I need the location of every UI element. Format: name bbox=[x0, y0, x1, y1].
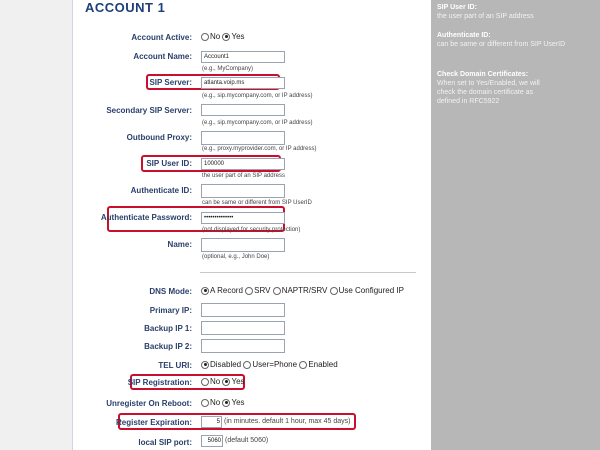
sip-server-label: SIP Server: bbox=[149, 78, 192, 87]
tel-uri-radio-group bbox=[201, 360, 338, 369]
sip-server-hint: (e.g., sip.mycompany.com, or IP address) bbox=[202, 93, 313, 99]
sip-user-id-label: SIP User ID: bbox=[146, 159, 192, 168]
unregister-on-reboot-label: Unregister On Reboot: bbox=[106, 399, 192, 408]
backup-ip-2-input[interactable] bbox=[201, 339, 285, 353]
authenticate-password-hint: (not displayed for security protection) bbox=[202, 227, 301, 233]
tel-uri-label: TEL URI: bbox=[158, 361, 192, 370]
tel-uri-user-phone-radio[interactable] bbox=[243, 361, 251, 369]
tel-uri-user-phone-label: User=Phone bbox=[252, 360, 298, 369]
outbound-proxy-input[interactable] bbox=[201, 131, 285, 145]
outbound-proxy-hint: (e.g., proxy.myprovider.com, or IP address) bbox=[202, 146, 317, 152]
primary-ip-input[interactable] bbox=[201, 303, 285, 317]
authenticate-password-input[interactable]: •••••••••••••• bbox=[201, 212, 285, 224]
backup-ip-2-label: Backup IP 2: bbox=[144, 342, 192, 351]
local-sip-port-label: local SIP port: bbox=[138, 438, 192, 447]
account-active-radio-group bbox=[201, 32, 245, 41]
page-title: ACCOUNT 1 bbox=[85, 0, 166, 15]
sip-registration-yes-radio[interactable] bbox=[222, 378, 230, 386]
left-margin bbox=[0, 0, 72, 450]
help-check-domain-certificates-text: When set to Yes/Enabled, we will check the domain certificate as defined in RFC5922 bbox=[437, 80, 540, 105]
account-active-yes-radio[interactable] bbox=[222, 33, 230, 41]
help-panel bbox=[431, 0, 600, 450]
unregister-on-reboot-radio-group bbox=[201, 398, 245, 407]
help-authenticate-id bbox=[437, 31, 597, 49]
account-name-hint: (e.g., MyCompany) bbox=[202, 66, 254, 72]
authenticate-id-label: Authenticate ID: bbox=[130, 186, 192, 195]
help-sip-user-id bbox=[437, 3, 597, 21]
account-active-yes-label: Yes bbox=[231, 32, 245, 41]
name-label: Name: bbox=[167, 240, 192, 249]
primary-ip-label: Primary IP: bbox=[149, 306, 192, 315]
unregister-on-reboot-yes-label: Yes bbox=[231, 398, 245, 407]
backup-ip-1-label: Backup IP 1: bbox=[144, 324, 192, 333]
name-input[interactable] bbox=[201, 238, 285, 252]
sip-user-id-hint: the user part of an SIP address bbox=[202, 173, 285, 179]
local-sip-port-input[interactable]: 5060 bbox=[201, 435, 223, 447]
authenticate-password-label: Authenticate Password: bbox=[100, 213, 192, 222]
dns-mode-label: DNS Mode: bbox=[149, 287, 192, 296]
unregister-on-reboot-no-label: No bbox=[210, 398, 221, 407]
help-authenticate-id-text: can be same or different from SIP UserID bbox=[437, 41, 566, 48]
help-check-domain-certificates bbox=[437, 70, 545, 106]
dns-configured-ip-label: Use Configured IP bbox=[338, 286, 404, 295]
tel-uri-enabled-radio[interactable] bbox=[299, 361, 307, 369]
dns-a-record-label: A Record bbox=[210, 286, 243, 295]
secondary-sip-server-hint: (e.g., sip.mycompany.com, or IP address) bbox=[202, 120, 313, 126]
sip-user-id-input[interactable]: 100000 bbox=[201, 158, 285, 170]
backup-ip-1-input[interactable] bbox=[201, 321, 285, 335]
sip-registration-no-radio[interactable] bbox=[201, 378, 209, 386]
help-check-domain-certificates-title: Check Domain Certificates: bbox=[437, 71, 529, 78]
secondary-sip-server-input[interactable] bbox=[201, 104, 285, 116]
section-divider bbox=[200, 272, 416, 273]
register-expiration-input[interactable]: 5 bbox=[201, 416, 222, 428]
authenticate-id-hint: can be same or different from SIP UserID bbox=[202, 200, 312, 206]
dns-a-record-radio[interactable] bbox=[201, 287, 209, 295]
dns-naptr-radio[interactable] bbox=[273, 287, 281, 295]
dns-mode-radio-group bbox=[201, 286, 404, 295]
unregister-on-reboot-yes-radio[interactable] bbox=[222, 399, 230, 407]
tel-uri-disabled-label: Disabled bbox=[210, 360, 242, 369]
account-name-label: Account Name: bbox=[133, 52, 192, 61]
register-expiration-hint: (in minutes. default 1 hour, max 45 days) bbox=[224, 418, 351, 425]
tel-uri-disabled-radio[interactable] bbox=[201, 361, 209, 369]
sip-server-input[interactable]: atlanta.voip.ms bbox=[201, 77, 285, 89]
name-hint: (optional, e.g., John Doe) bbox=[202, 254, 270, 260]
help-sip-user-id-title: SIP User ID: bbox=[437, 4, 477, 11]
help-sip-user-id-text: the user part of an SIP address bbox=[437, 13, 534, 20]
outbound-proxy-label: Outbound Proxy: bbox=[126, 133, 192, 142]
account-active-label: Account Active: bbox=[131, 33, 192, 42]
sip-registration-yes-label: Yes bbox=[231, 377, 245, 386]
tel-uri-enabled-label: Enabled bbox=[308, 360, 338, 369]
dns-srv-label: SRV bbox=[254, 286, 271, 295]
dns-configured-ip-radio[interactable] bbox=[330, 287, 338, 295]
authenticate-id-input[interactable] bbox=[201, 184, 285, 198]
account-name-input[interactable]: Account1 bbox=[201, 51, 285, 63]
sip-registration-label: SIP Registration: bbox=[127, 378, 192, 387]
dns-naptr-label: NAPTR/SRV bbox=[281, 286, 328, 295]
account-active-no-label: No bbox=[210, 32, 221, 41]
sip-registration-no-label: No bbox=[210, 377, 221, 386]
secondary-sip-server-label: Secondary SIP Server: bbox=[106, 106, 192, 115]
dns-srv-radio[interactable] bbox=[245, 287, 253, 295]
help-authenticate-id-title: Authenticate ID: bbox=[437, 32, 491, 39]
sip-registration-radio-group bbox=[201, 377, 245, 386]
account-active-no-radio[interactable] bbox=[201, 33, 209, 41]
unregister-on-reboot-no-radio[interactable] bbox=[201, 399, 209, 407]
local-sip-port-hint: (default 5060) bbox=[225, 437, 269, 444]
register-expiration-label: Register Expiration: bbox=[115, 418, 192, 427]
